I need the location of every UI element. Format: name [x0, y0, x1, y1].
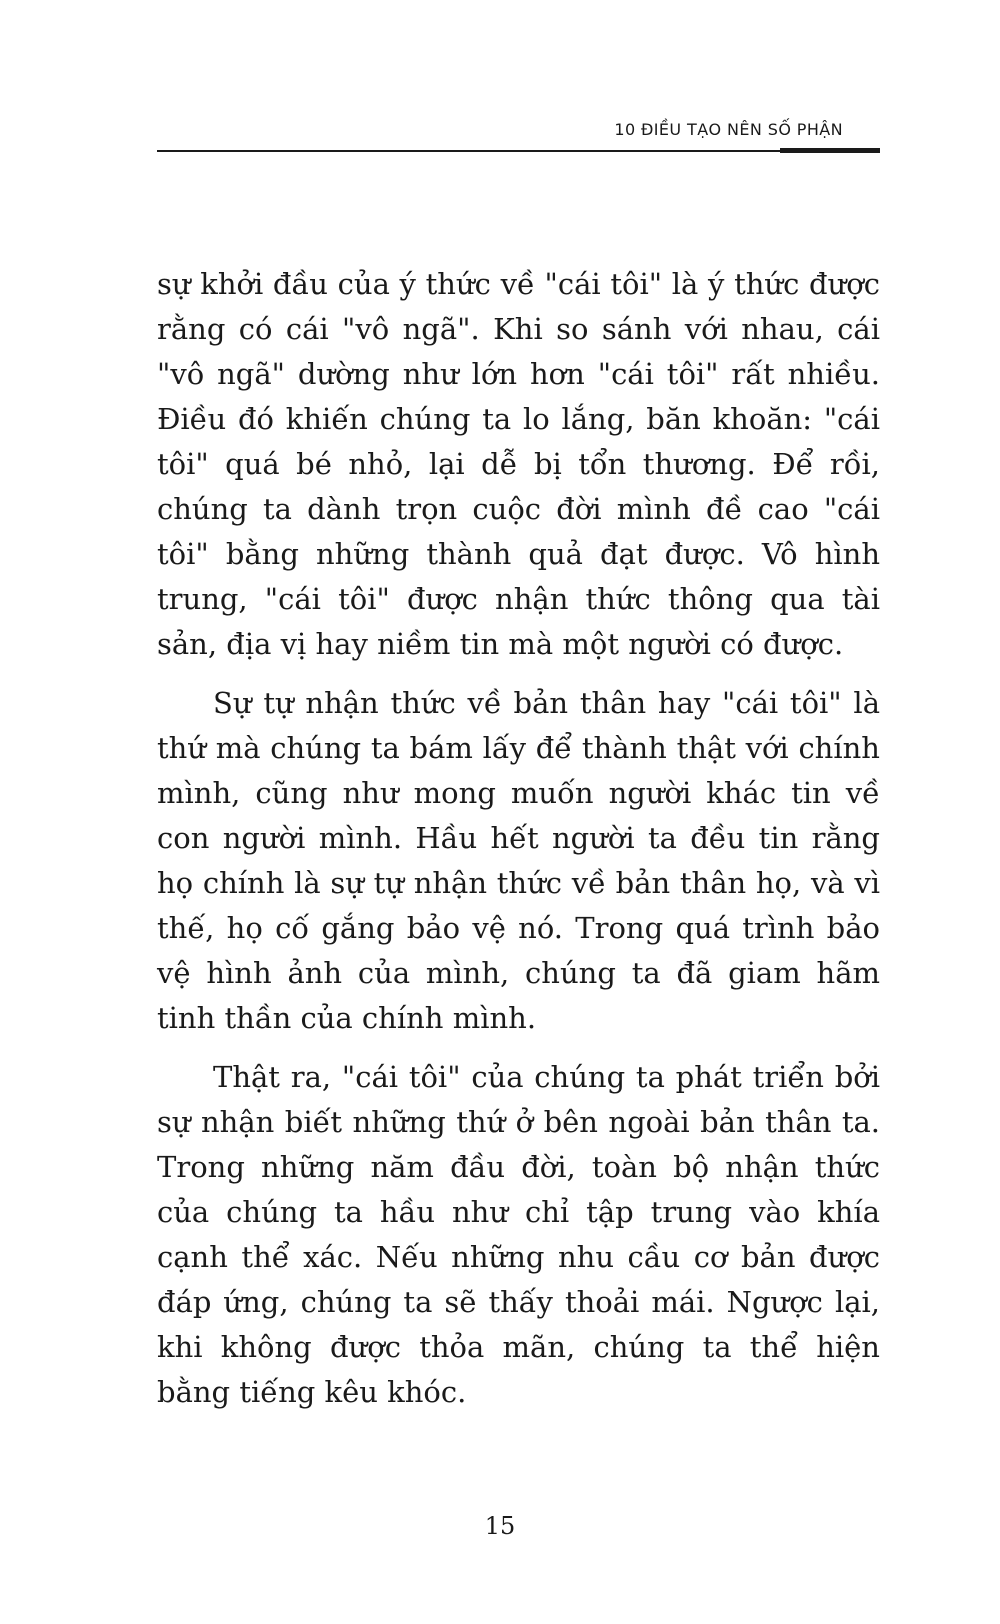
running-header-title: 10 ĐIỀU TẠO NÊN SỐ PHẬN — [614, 120, 843, 139]
paragraph-2: Sự tự nhận thức về bản thân hay "cái tôi" là thứ mà chúng ta bám lấy để thành thật với chính mình, cũng như mong muốn người khác tin về con người mình. Hầu hết người ta đều tin rằng họ chính là sự tự nhận thức về bản thân họ, và vì thế, họ cố gắng bảo vệ nó. Trong quá trình bảo vệ hình ảnh của mình, chúng ta đã giam hãm tinh thần của chính mình. — [157, 686, 880, 1035]
header-rule-accent — [780, 148, 880, 153]
header-rule — [157, 150, 880, 152]
paragraph-3: Thật ra, "cái tôi" của chúng ta phát triển bởi sự nhận biết những thứ ở bên ngoài bản thân ta. Trong những năm đầu đời, toàn bộ nhận thức của chúng ta hầu như chỉ tập trung vào khía cạnh thể xác. Nếu những nhu cầu cơ bản được đáp ứng, chúng ta sẽ thấy thoải mái. Ngược lại, khi không được thỏa mãn, chúng ta thể hiện bằng tiếng kêu khóc. — [157, 1060, 880, 1409]
body-text — [157, 262, 880, 1429]
paragraph-1: sự khởi đầu của ý thức về "cái tôi" là ý thức được rằng có cái "vô ngã". Khi so sánh với nhau, cái "vô ngã" dường như lớn hơn "cái tôi" rất nhiều. Điều đó khiến chúng ta lo lắng, băn khoăn: "cái tôi" quá bé nhỏ, lại dễ bị tổn thương. Để rồi, chúng ta dành trọn cuộc đời mình đề cao "cái tôi" bằng những thành quả đạt được. Vô hình trung, "cái tôi" được nhận thức thông qua tài sản, địa vị hay niềm tin mà một người có được. — [157, 267, 880, 661]
page-number: 15 — [484, 1512, 516, 1540]
